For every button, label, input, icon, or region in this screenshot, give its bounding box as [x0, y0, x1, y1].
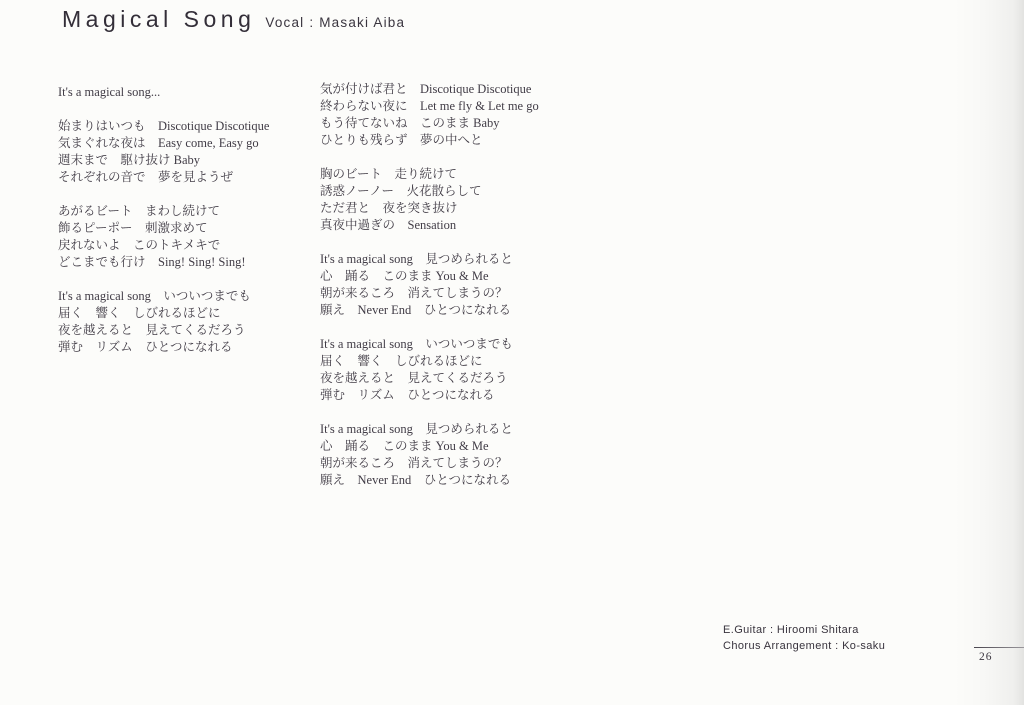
lyric-line: It's a magical song 見つめられると — [320, 252, 513, 266]
lyric-line: 弾む リズム ひとつになれる — [320, 388, 495, 402]
lyric-line: It's a magical song いついつまでも — [58, 289, 251, 303]
lyric-line: どこまでも行け Sing! Sing! Sing! — [58, 255, 246, 269]
lyric-line: 終わらない夜に Let me fly & Let me go — [320, 99, 539, 113]
lyric-stanza — [320, 166, 600, 234]
lyric-stanza — [58, 203, 320, 271]
lyric-line: ひとりも残らず 夢の中へと — [320, 133, 483, 147]
lyric-line: 願え Never End ひとつになれる — [320, 473, 512, 487]
lyric-line: 朝が来るころ 消えてしまうの？ — [320, 456, 508, 470]
lyric-line: 心 踊る このまま You & Me — [320, 269, 489, 283]
lyric-line: 週末まで 駆け抜け Baby — [58, 153, 201, 167]
credit-line: E.Guitar : Hiroomi Shitara — [723, 624, 859, 636]
lyrics-column-right — [320, 81, 600, 489]
lyric-line: もう待てないね このまま Baby — [320, 116, 500, 130]
lyric-line: 弾む リズム ひとつになれる — [58, 340, 233, 354]
lyric-line: 真夜中過ぎの Sensation — [320, 218, 457, 232]
lyric-stanza — [320, 336, 600, 404]
credit-line: Chorus Arrangement : Ko-saku — [723, 639, 886, 652]
lyric-line: あがるビート まわし続けて — [58, 204, 221, 218]
lyric-line: It's a magical song いついつまでも — [320, 337, 513, 351]
lyric-stanza — [58, 118, 320, 186]
lyric-line: It's a magical song... — [58, 85, 161, 99]
lyric-line: 始まりはいつも Discotique Discotique — [58, 119, 270, 133]
lyric-line: 夜を越えると 見えてくるだろう — [58, 323, 246, 337]
lyric-line: 朝が来るころ 消えてしまうの？ — [320, 286, 508, 300]
lyric-line: 誘惑ノーノー 火花散らして — [320, 184, 482, 198]
lyric-line: 心 踊る このまま You & Me — [320, 439, 489, 453]
lyric-line: 気が付けば君と Discotique Discotique — [320, 82, 532, 96]
lyric-stanza — [320, 81, 600, 149]
lyric-line: 願え Never End ひとつになれる — [320, 303, 512, 317]
lyric-stanza — [58, 288, 320, 356]
lyric-line: 胸のビート 走り続けて — [320, 167, 458, 181]
lyric-line: 夜を越えると 見えてくるだろう — [320, 371, 508, 385]
page-number-rule — [974, 647, 1024, 648]
lyric-line: 届く 響く しびれるほどに — [58, 306, 221, 320]
lyric-stanza — [320, 251, 600, 319]
lyric-line: 飾るピーポー 刺激求めて — [58, 221, 208, 235]
lyric-line: 気まぐれな夜は Easy come, Easy go — [58, 136, 259, 150]
vocal-credit: Vocal : Masaki Aiba — [265, 15, 406, 30]
title-row — [62, 6, 405, 33]
lyric-line: 戻れないよ このトキメキで — [58, 238, 221, 252]
musician-credits — [723, 623, 885, 654]
lyric-line: ただ君と 夜を突き抜け — [320, 201, 458, 215]
lyrics-column-left — [58, 84, 320, 356]
lyric-stanza — [58, 84, 320, 101]
lyric-line: それぞれの音で 夢を見ようぜ — [58, 170, 234, 184]
page-number: 26 — [979, 651, 993, 663]
lyric-line: It's a magical song 見つめられると — [320, 422, 513, 436]
page-title: Magical Song — [62, 6, 256, 32]
lyric-line: 届く 響く しびれるほどに — [320, 354, 483, 368]
lyric-stanza — [320, 421, 600, 489]
